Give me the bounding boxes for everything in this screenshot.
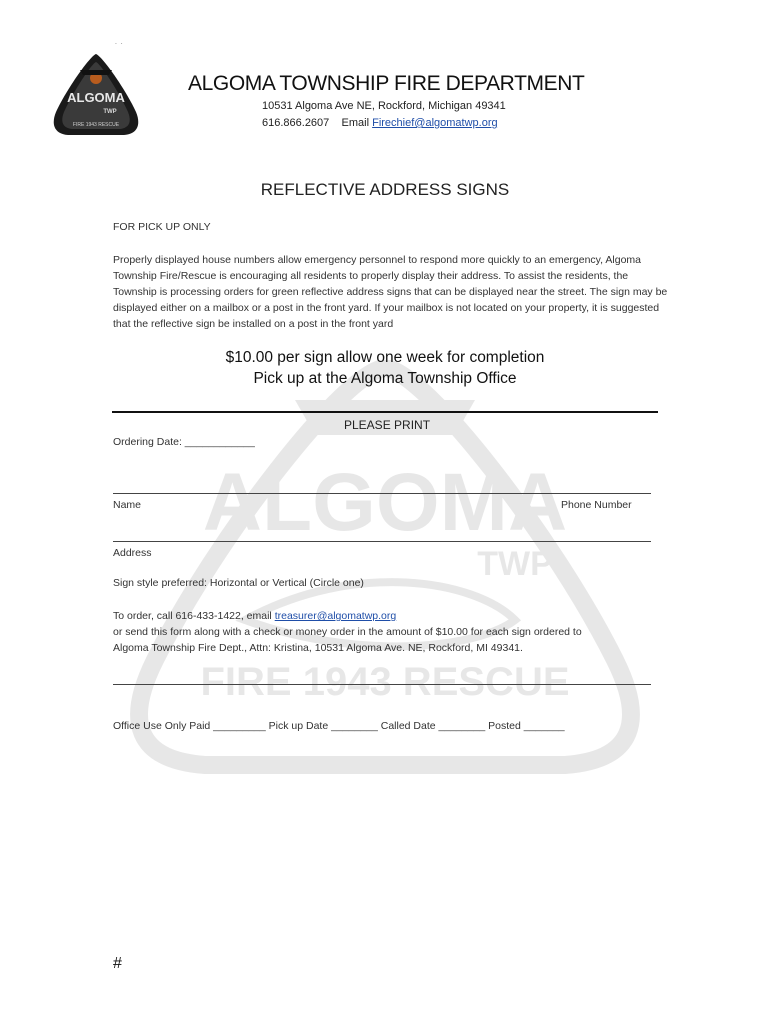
price-line: $10.00 per sign allow one week for completion: [225, 349, 545, 366]
price-block: [0, 347, 770, 389]
watermark-footer: FIRE 1943 RESCUE: [200, 660, 570, 704]
phone-number-label: Phone Number: [561, 499, 632, 511]
department-contact: [262, 117, 498, 129]
logo-name: ALGOMA: [67, 90, 125, 105]
pickup-line: Pick up at the Algoma Township Office: [253, 370, 517, 387]
logo-marks: ` `: [115, 44, 124, 50]
intro-paragraph: Properly displayed house numbers allow emergency personnel to respond more quickly to an emergency, Algoma Township Fire/Rescue is encouraging all residents to properly display their address. To assist the residents, the Township is processing orders for green reflective address signs that can be displayed near the street. The sign may be displayed either on a mailbox or a post in the front yard. If your mailbox is not located on your property, it is suggested that the reflective sign be installed on a post in the front yard: [113, 254, 668, 330]
section-divider: [112, 411, 658, 413]
department-phone: 616.866.2607: [262, 117, 330, 129]
separator-line: [113, 684, 651, 685]
department-address: 10531 Algoma Ave NE, Rockford, Michigan 49341: [262, 100, 506, 112]
watermark-sub: TWP: [477, 545, 553, 583]
sign-style-option[interactable]: Sign style preferred: Horizontal or Vertical (Circle one): [113, 577, 364, 589]
logo-sub: TWP: [103, 109, 117, 115]
please-print-label: PLEASE PRINT: [344, 418, 431, 432]
address-label: Address: [113, 547, 152, 559]
name-label: Name: [113, 499, 142, 511]
order-call-text: To order, call 616-433-1422, email: [113, 610, 275, 622]
department-logo: [50, 50, 142, 138]
order-mail-text: or send this form along with a check or money order in the amount of $10.00 for each sign ordered to: [113, 626, 582, 638]
document-title: REFLECTIVE ADDRESS SIGNS: [260, 180, 510, 199]
order-instructions: [113, 608, 582, 656]
office-use-row: Office Use Only Paid _________ Pick up Date ________ Called Date ________ Posted _______: [113, 720, 565, 732]
watermark-name: ALGOMA: [202, 457, 568, 548]
pickup-note: FOR PICK UP ONLY: [113, 221, 211, 233]
name-phone-line[interactable]: [113, 493, 651, 494]
footer-mark: #: [113, 955, 122, 972]
treasurer-email-link[interactable]: treasurer@algomatwp.org: [274, 610, 397, 622]
email-label: Email: [341, 117, 370, 129]
logo-footer: FIRE 1943 RESCUE: [72, 122, 120, 128]
order-address-text: Algoma Township Fire Dept., Attn: Kristina, 10531 Algoma Ave. NE, Rockford, MI 49341.: [113, 642, 523, 654]
department-title: ALGOMA TOWNSHIP FIRE DEPARTMENT: [188, 72, 585, 95]
department-email-link[interactable]: Firechief@algomatwp.org: [372, 117, 498, 129]
address-line[interactable]: [113, 541, 651, 542]
ordering-date-field[interactable]: Ordering Date: ____________: [113, 436, 255, 448]
